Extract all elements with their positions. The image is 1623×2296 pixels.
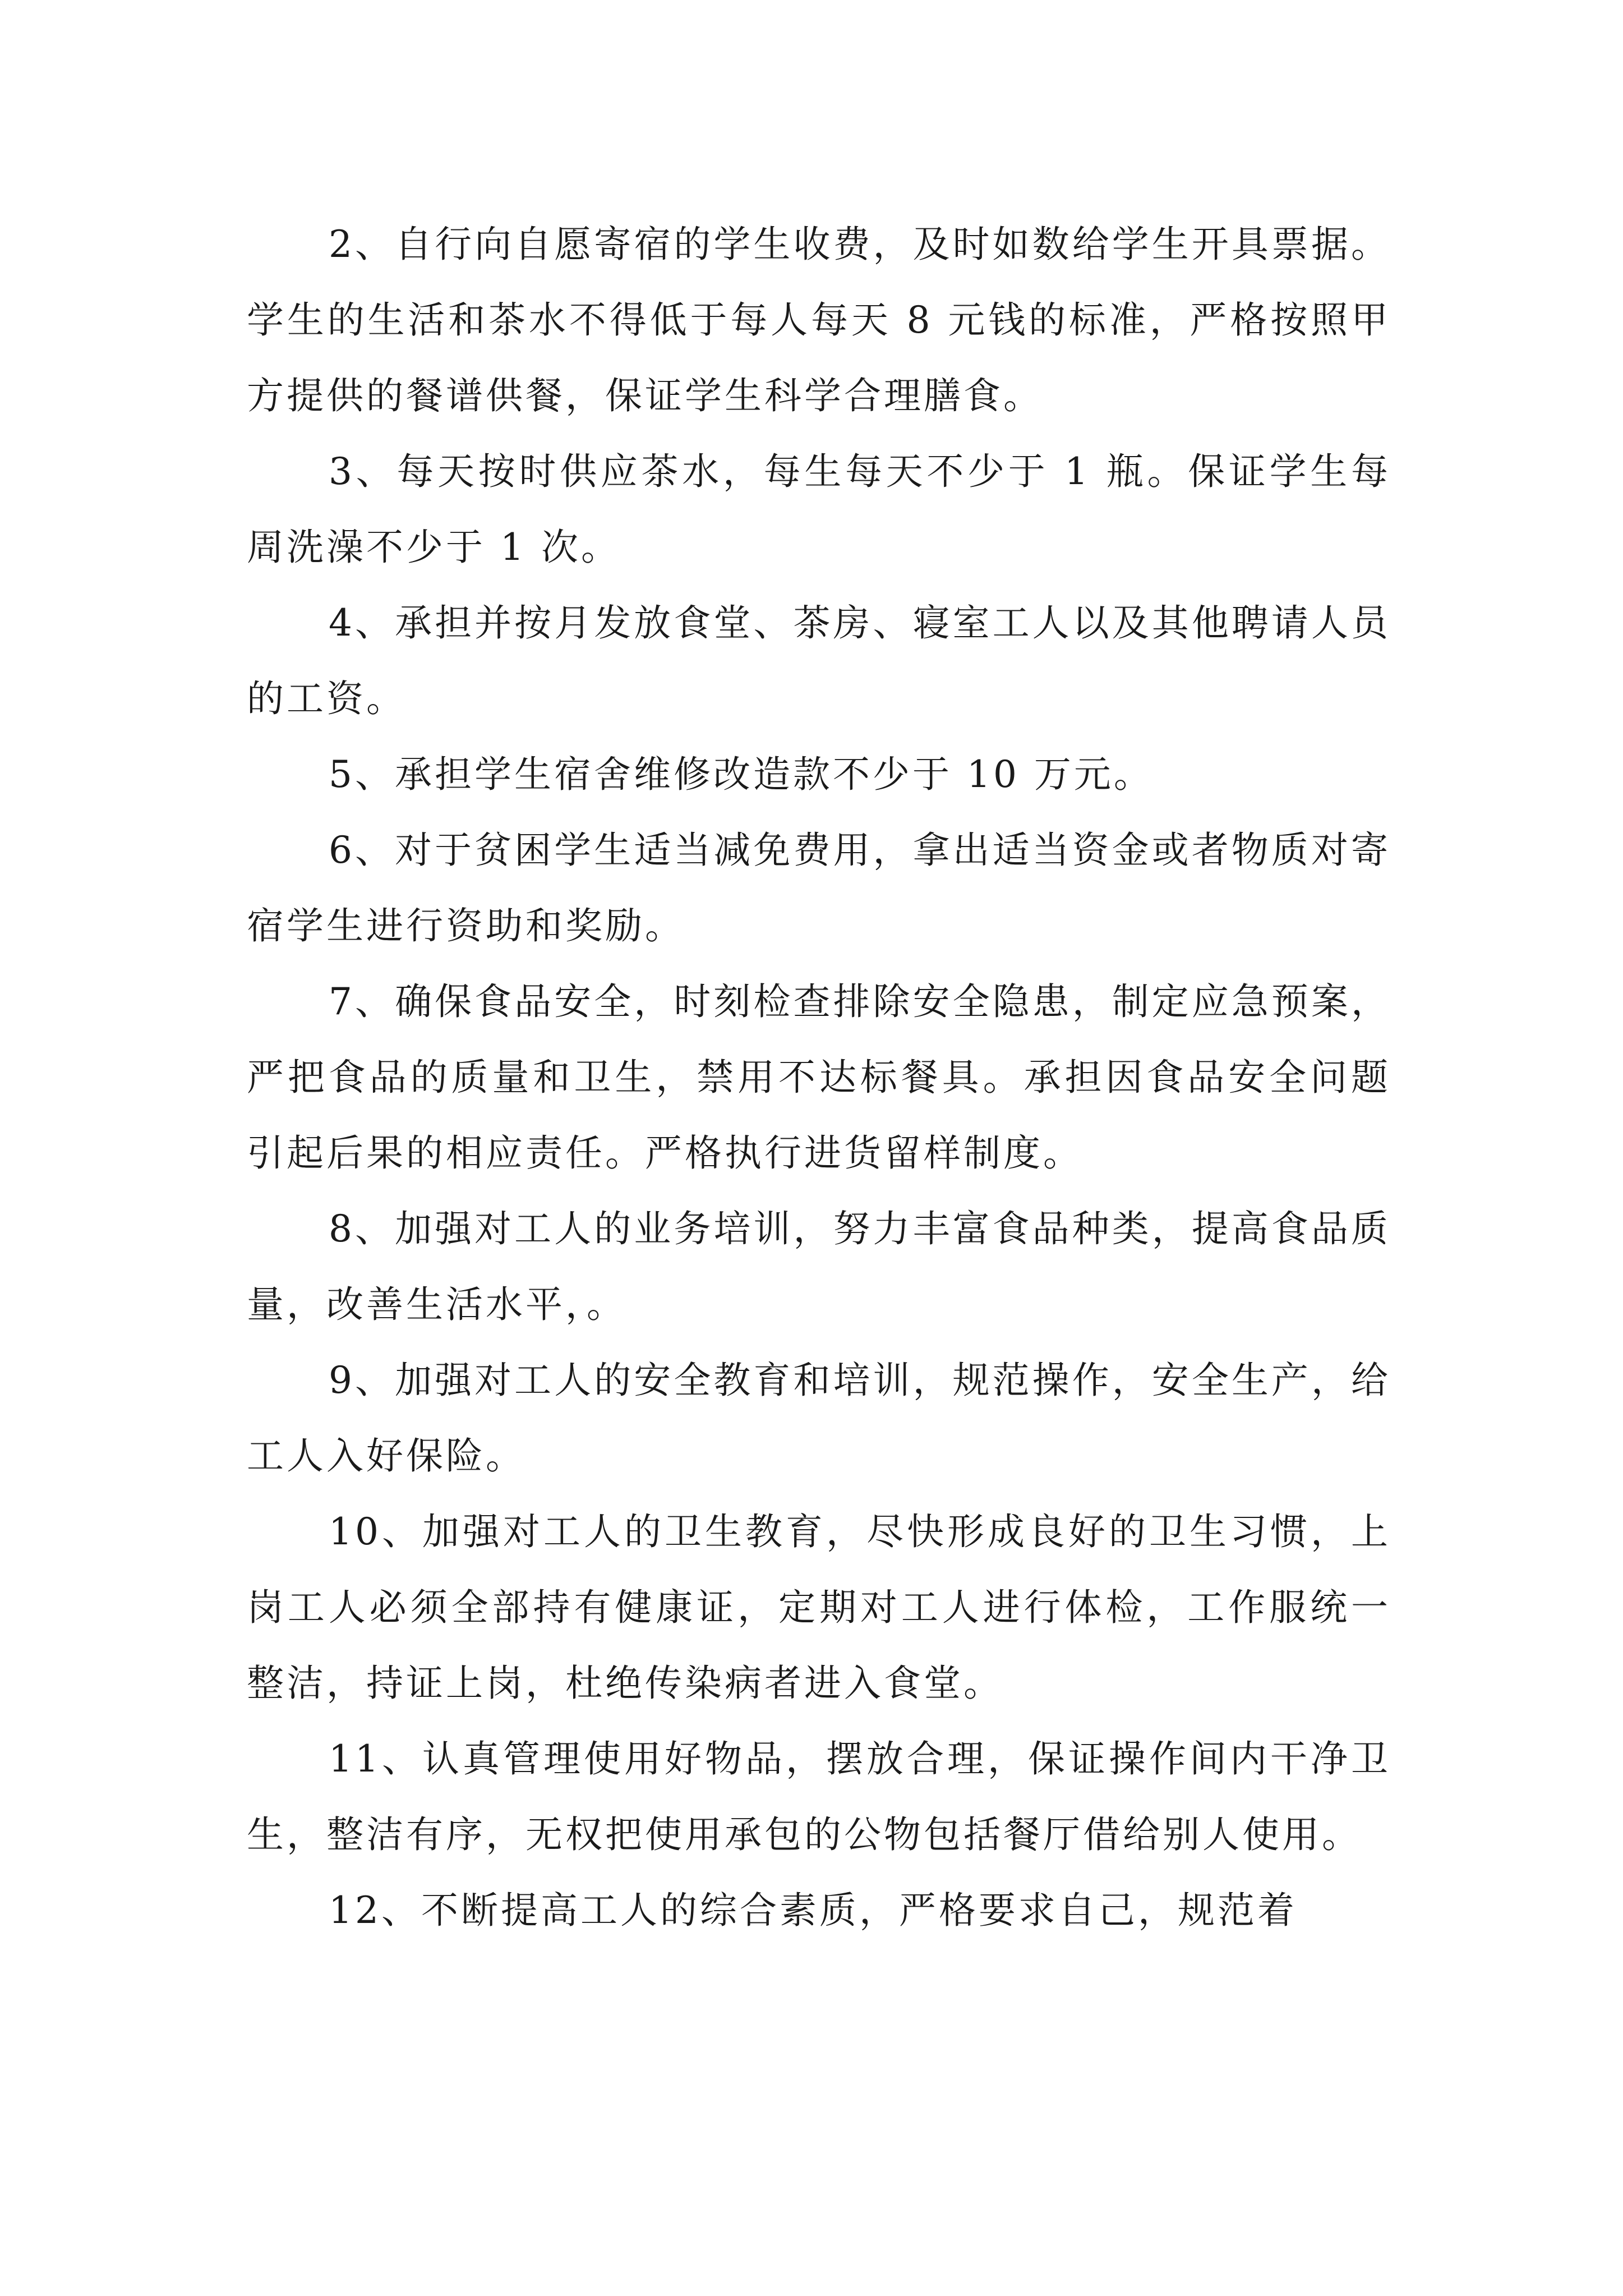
clause-8: 8、加强对工人的业务培训，努力丰富食品种类，提高食品质量，改善生活水平，。: [247, 1207, 1391, 1326]
clause-12: 12、不断提高工人的综合素质，严格要求自己，规范着: [329, 1889, 1297, 1932]
document-body: [247, 206, 1391, 1948]
clause-7: 7、确保食品安全，时刻检查排除安全隐患，制定应急预案，严把食品的质量和卫生，禁用不达标餐具。承担因食品安全问题引起后果的相应责任。严格执行进货留样制度。: [247, 980, 1391, 1175]
clause-10: 10、加强对工人的卫生教育，尽快形成良好的卫生习惯，上岗工人必须全部持有健康证，定期对工人进行体检，工作服统一整洁，持证上岗，杜绝传染病者进入食堂。: [247, 1510, 1391, 1705]
clause-11: 11、认真管理使用好物品，摆放合理，保证操作间内干净卫生，整洁有序，无权把使用承包的公物包括餐厅借给别人使用。: [247, 1737, 1391, 1856]
clause-2: 2、自行向自愿寄宿的学生收费，及时如数给学生开具票据。学生的生活和茶水不得低于每人每天 8 元钱的标准，严格按照甲方提供的餐谱供餐，保证学生科学合理膳食。: [247, 223, 1391, 417]
clause-6: 6、对于贫困学生适当减免费用，拿出适当资金或者物质对寄宿学生进行资助和奖励。: [247, 829, 1391, 947]
clause-3: 3、每天按时供应茶水，每生每天不少于 1 瓶。保证学生每周洗澡不少于 1 次。: [247, 450, 1391, 569]
clause-9: 9、加强对工人的安全教育和培训，规范操作，安全生产，给工人入好保险。: [247, 1359, 1391, 1478]
clause-5: 5、承担学生宿舍维修改造款不少于 10 万元。: [329, 753, 1154, 796]
clause-4: 4、承担并按月发放食堂、茶房、寝室工人以及其他聘请人员的工资。: [247, 601, 1391, 720]
